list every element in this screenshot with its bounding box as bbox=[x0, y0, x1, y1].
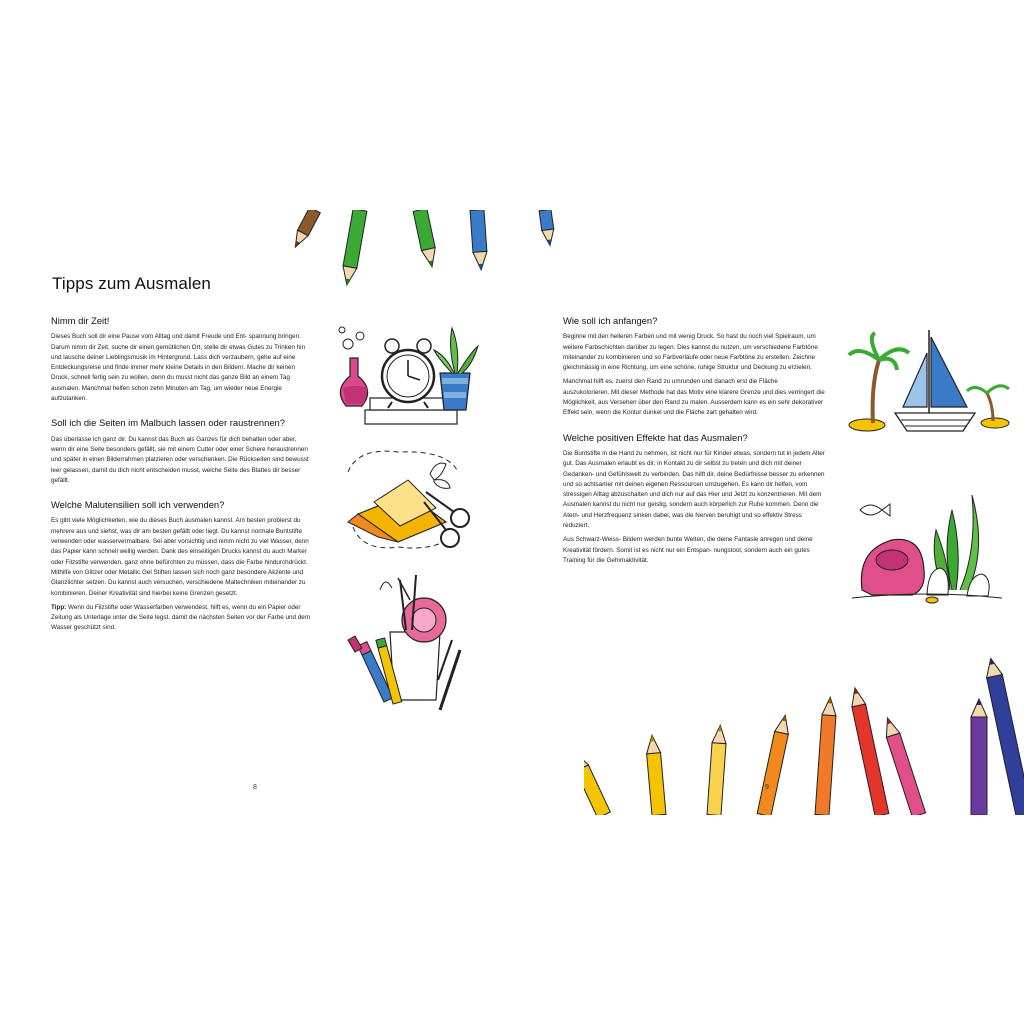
pencil-green-icon bbox=[413, 210, 439, 268]
pencil-pink-icon bbox=[881, 716, 926, 815]
tip-text: Wenn du Filzstifte oder Wasserfarben verwendest, hilft es, wenn du ein Papier oder Zeitung als Unterlage unter die Seite legst, damit die nächsten Seiten vor der Farbe und dem Wasser geschützt sind. bbox=[51, 603, 311, 632]
pencil-red-icon bbox=[848, 686, 889, 815]
section-paragraph: Dieses Buch soll dir eine Pause vom Alltag und damit Freude und Ent- spannung bringen. Darum nimm dir Zeit, suche dir einen gemütlichen Ort, stelle dir etwas Gutes zu Trinken hin und lausche deiner Lieblingsmusik im Hintergrund. Lass dich verzaubern, gehe auf eine Entdeckungsreise und finde immer mehr kleine Details in den Bildern. Mache dir keinen Druck, schnell fertig sein zu wollen, denn du musst nicht das ganze Bild an einem Tag ausmalen. Manchmal helfen schon zehn Minuten am Tag, um wieder neue Energie aufzutanken. bbox=[51, 333, 306, 403]
section-positive-effekte bbox=[563, 433, 825, 567]
tip-paragraph bbox=[51, 603, 313, 634]
coral-reef-illustration bbox=[852, 490, 1002, 610]
right-text-column bbox=[563, 316, 825, 580]
art-supplies-illustration bbox=[340, 570, 485, 720]
pencil-purple-icon bbox=[971, 699, 987, 815]
section-heading: Wie soll ich anfangen? bbox=[563, 315, 658, 326]
sailboat-island-illustration bbox=[847, 325, 1017, 440]
pencil-navy-icon bbox=[983, 657, 1024, 815]
pencil-yellow-icon bbox=[707, 725, 727, 815]
section-malutensilien bbox=[51, 500, 313, 634]
pencil-orange-icon bbox=[815, 697, 837, 815]
pencil-orange-icon bbox=[757, 714, 792, 815]
pencil-yellow-icon bbox=[645, 735, 666, 815]
pencil-brown-icon bbox=[290, 210, 320, 250]
section-wie-anfangen bbox=[563, 316, 825, 419]
alarm-clock-illustration bbox=[330, 318, 480, 433]
section-heading: Welche Malutensilien soll ich verwenden? bbox=[51, 499, 225, 511]
section-heading: Nimm dir Zeit! bbox=[51, 315, 110, 326]
page-title: Tipps zum Ausmalen bbox=[52, 274, 211, 293]
section-paragraph: Es gibt viele Möglichkeiten, wie du dieses Buch ausmalen kannst. Am besten probierst du mehrere aus und siehst, was dir am besten gefällt oder liegt. Du kannst normale Buntstifte verwenden oder wasservermalbare. Sei aber vorsichtig und nimm nicht zu viel Wasser, denn das Papier kann schnell wellig werden. Dank des einseitigen Drucks kannst du auch Marker oder Filzstifte verwenden, ganz ohne befürchten zu müssen, dass die Farbe hindurchdrückt. Mithilfe von Glitzer oder Metallic Gel Stiften lassen sich noch ganz besondere Akzente und Glanzlichter setzen. Du kannst auch versuchen, verschiedene Maltechniken miteinander zu kombinieren. Deiner Kreativität sind hierbei keine Grenzen gesetzt. bbox=[51, 517, 309, 597]
pencil-green-icon bbox=[340, 210, 367, 286]
scissors-envelope-illustration bbox=[338, 442, 483, 562]
pencil-blue-icon bbox=[470, 210, 488, 270]
bottom-pencils-decoration bbox=[584, 640, 1024, 815]
pencil-yellow-icon bbox=[584, 749, 610, 815]
section-paragraph: Beginne mit den helleren Farben und mit wenig Druck. So hast du noch viel Spielraum, um weitere Farbschichten darüber zu legen. Dies kannst du nutzen, um verschiedene Farbtöne miteinander zu kombinieren und so Farbverläufe oder neue Farbtöne zu erstellen. Zeichne gleichmässig in eine Richtung, um eine schöne, ruhige Struktur und Deckung zu erzielen. bbox=[563, 333, 818, 372]
section-heading: Welche positiven Effekte hat das Ausmalen? bbox=[563, 431, 748, 443]
section-nimm-dir-zeit bbox=[51, 316, 313, 404]
section-seiten-raustrennen bbox=[51, 418, 313, 486]
section-heading: Soll ich die Seiten im Malbuch lassen oder raustrennen? bbox=[51, 417, 285, 429]
tip-label: Tipp: bbox=[51, 603, 67, 611]
section-paragraph: Die Buntstifte in die Hand zu nehmen, ist nicht nur für Kinder etwas, sondern tut in jedem Alter gut. Das Ausmalen erlaubt es dir, in Kontakt zu dir selbst zu treten und dich mit deiner Gedanken- und Gefühlswelt zu verbinden. Das hilft dir, deine Bedürfnisse besser zu erkennen und so achtsamer mit deinen eigenen Ressourcen umzugehen. Es kann dir helfen, vom stressigen Alltag abzuschalten und dich nur auf das Hier und Jetzt zu konzentrieren. Mit dem Ausmalen kannst du nicht nur geistig, sondern auch körperlich zur Ruhe kommen. Denn die Atem- und Herzfrequenz sinken dabei, was die Nerven beruhigt und so effektiv Stress reduziert. bbox=[563, 449, 825, 530]
left-text-column bbox=[51, 316, 313, 648]
page-number-left: 8 bbox=[253, 784, 257, 791]
right-page bbox=[512, 0, 1024, 1024]
section-paragraph: Das überlasse ich ganz dir. Du kannst das Buch als Ganzes für dich behalten oder aber, wenn dir eine Seite besonders gefällt, sie mit einem Cutter oder einer Schere heraustrennen und später in einen Bilderrahmen platzieren oder verschenken. Die Rückseiten sind bewusst leer gelassen, damit du dich nicht entscheiden musst, welche Seite des Blattes dir besser gefällt. bbox=[51, 435, 309, 484]
section-paragraph: Manchmal hilft es, zuerst den Rand zu umrunden und danach erst die Fläche auszukolorieren. Mit dieser Methode hat das Motiv eine klarere Grenze und dies verringert die Möglichkeit, aus Versehen über den Rand zu malen. Ausserdem kann es ein sehr dekorativer Effekt sein, wenn die Kontur dunkel und die Fläche zart gehalten wird. bbox=[563, 378, 825, 417]
page-number-right: 9 bbox=[765, 784, 769, 791]
section-paragraph: Aus Schwarz-Weiss- Bildern werden bunte Welten, die deine Fantasie anregen und deine Kreativität fördern. Somit ist es nicht nur ein Entspan- nungstool, sondern auch ein gutes Training für die Gehirnaktivität. bbox=[563, 536, 813, 564]
